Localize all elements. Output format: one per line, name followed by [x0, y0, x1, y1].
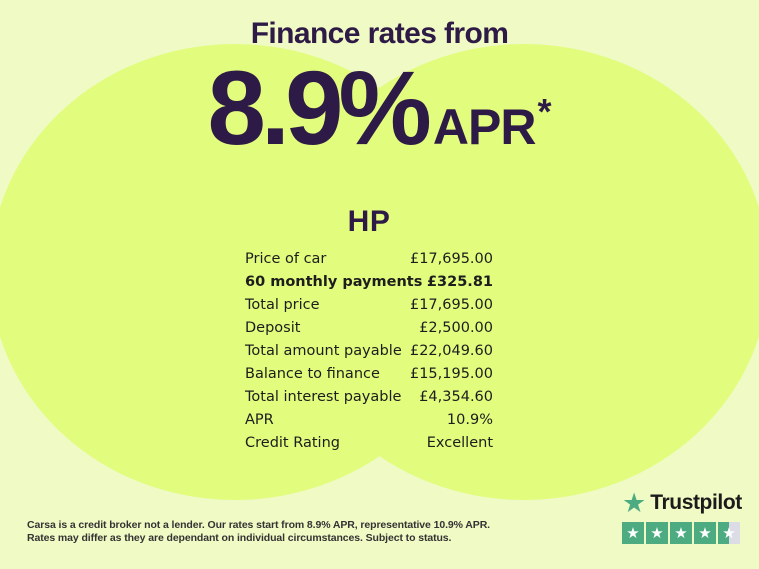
rate-unit: APR [432, 99, 536, 155]
disclaimer-line-2: Rates may differ as they are dependant on individual circumstances. Subject to status. [27, 531, 452, 544]
star-icon: ★ [698, 523, 712, 542]
disclaimer [27, 519, 490, 544]
table-row [245, 339, 493, 362]
table-row [245, 293, 493, 316]
row-value: Excellent [426, 434, 493, 451]
row-value: £4,354.60 [419, 388, 493, 405]
table-row [245, 247, 493, 270]
trustpilot-stars [622, 522, 742, 544]
row-label: Deposit [245, 319, 301, 336]
row-label: Price of car [245, 250, 327, 267]
trustpilot-rating-box [694, 522, 716, 544]
star-icon: ★ [722, 523, 736, 542]
row-label: Balance to finance [245, 365, 380, 382]
row-value: £17,695.00 [409, 250, 493, 267]
trustpilot-rating-box [718, 522, 740, 544]
row-value: £15,195.00 [409, 365, 493, 382]
table-row [245, 316, 493, 339]
row-label: APR [245, 411, 274, 428]
table-row [245, 408, 493, 431]
trustpilot-wordmark: Trustpilot [650, 490, 742, 514]
rate-value: 8.9% [207, 50, 427, 167]
row-label: 60 monthly payments [245, 273, 423, 290]
row-label: Credit Rating [245, 434, 340, 451]
row-value: £2,500.00 [419, 319, 493, 336]
table-row [245, 270, 493, 293]
trustpilot-logo [622, 487, 742, 518]
trustpilot-rating-box [646, 522, 668, 544]
headline-rate [0, 50, 759, 167]
trustpilot-rating-box [670, 522, 692, 544]
star-icon: ★ [650, 523, 664, 542]
row-value: £325.81 [426, 273, 493, 290]
star-icon: ★ [626, 523, 640, 542]
finance-table [245, 247, 493, 454]
row-value: 10.9% [446, 411, 493, 428]
table-row [245, 385, 493, 408]
row-value: £17,695.00 [409, 296, 493, 313]
row-value: £22,049.60 [409, 342, 493, 359]
rate-asterisk: * [537, 91, 552, 132]
trustpilot-rating-box [622, 522, 644, 544]
trustpilot-widget [622, 487, 742, 544]
table-row [245, 431, 493, 454]
trustpilot-star-icon: ★ [622, 487, 647, 518]
star-icon: ★ [674, 523, 688, 542]
disclaimer-line-1: Carsa is a credit broker not a lender. Our rates start from 8.9% APR, representative 10.9% APR. [27, 519, 490, 531]
finance-product-title: HP [347, 205, 391, 238]
row-label: Total interest payable [245, 388, 402, 405]
table-row [245, 362, 493, 385]
row-label: Total price [245, 296, 320, 313]
page-title: Finance rates from [250, 17, 509, 50]
row-label: Total amount payable [245, 342, 402, 359]
